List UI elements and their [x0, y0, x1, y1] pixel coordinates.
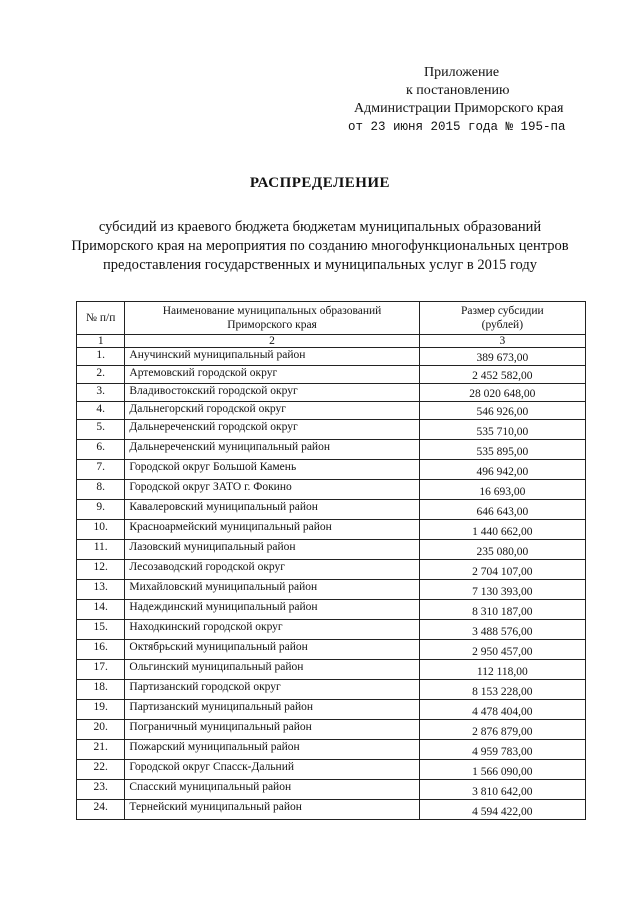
table-row — [77, 460, 586, 480]
row-amount: 535 710,00 — [419, 420, 585, 440]
row-number: 10. — [77, 520, 125, 540]
row-number: 4. — [77, 402, 125, 420]
row-number: 18. — [77, 680, 125, 700]
appendix-label: Приложение — [424, 65, 500, 80]
appendix-block — [340, 64, 590, 136]
row-amount: 2 950 457,00 — [419, 640, 585, 660]
row-amount: 389 673,00 — [419, 348, 585, 366]
table-row — [77, 780, 586, 800]
row-municipality: Дальнереченский городской округ — [125, 420, 419, 440]
row-municipality: Надеждинский муниципальный район — [125, 600, 419, 620]
row-municipality: Пограничный муниципальный район — [125, 720, 419, 740]
table-body — [77, 348, 586, 820]
row-amount: 8 153 228,00 — [419, 680, 585, 700]
row-municipality: Партизанский муниципальный район — [125, 700, 419, 720]
row-number: 9. — [77, 500, 125, 520]
row-number: 2. — [77, 366, 125, 384]
row-amount: 3 488 576,00 — [419, 620, 585, 640]
row-amount: 4 478 404,00 — [419, 700, 585, 720]
table-row — [77, 420, 586, 440]
table-row — [77, 600, 586, 620]
table-row — [77, 520, 586, 540]
row-number: 19. — [77, 700, 125, 720]
row-amount: 535 895,00 — [419, 440, 585, 460]
header-number — [77, 302, 125, 335]
table-row — [77, 760, 586, 780]
table-row — [77, 700, 586, 720]
table-row — [77, 800, 586, 820]
table-row — [77, 348, 586, 366]
header-name — [125, 302, 419, 335]
header-amount-line1: Размер субсидии — [460, 305, 544, 317]
row-number: 16. — [77, 640, 125, 660]
row-municipality: Пожарский муниципальный район — [125, 740, 419, 760]
row-number: 23. — [77, 780, 125, 800]
row-municipality: Октябрьский муниципальный район — [125, 640, 419, 660]
row-municipality: Ольгинский муниципальный район — [125, 660, 419, 680]
row-amount: 546 926,00 — [419, 402, 585, 420]
row-municipality: Дальнегорский городской округ — [125, 402, 419, 420]
row-number: 22. — [77, 760, 125, 780]
row-number: 21. — [77, 740, 125, 760]
appendix-date-number: от 23 июня 2015 года № 195-па — [348, 120, 566, 134]
table-row — [77, 540, 586, 560]
row-municipality: Партизанский городской округ — [125, 680, 419, 700]
table-row — [77, 580, 586, 600]
row-municipality: Артемовский городской округ — [125, 366, 419, 384]
table-row — [77, 560, 586, 580]
column-number-3: 3 — [419, 335, 585, 348]
row-number: 13. — [77, 580, 125, 600]
table-row — [77, 640, 586, 660]
row-amount: 4 594 422,00 — [419, 800, 585, 820]
table-row — [77, 402, 586, 420]
row-municipality: Тернейский муниципальный район — [125, 800, 419, 820]
row-amount: 2 876 879,00 — [419, 720, 585, 740]
row-municipality: Анучинский муниципальный район — [125, 348, 419, 366]
table-row — [77, 480, 586, 500]
row-number: 11. — [77, 540, 125, 560]
row-amount: 646 643,00 — [419, 500, 585, 520]
row-amount: 7 130 393,00 — [419, 580, 585, 600]
row-amount: 8 310 187,00 — [419, 600, 585, 620]
row-municipality: Городской округ Спасск-Дальний — [125, 760, 419, 780]
table-row — [77, 680, 586, 700]
row-municipality: Красноармейский муниципальный район — [125, 520, 419, 540]
header-name-line1: Наименование муниципальных образований — [162, 305, 382, 317]
row-number: 15. — [77, 620, 125, 640]
appendix-resolution-ref: к постановлению — [406, 83, 510, 98]
row-number: 1. — [77, 348, 125, 366]
row-amount: 1 566 090,00 — [419, 760, 585, 780]
row-number: 17. — [77, 660, 125, 680]
row-amount: 28 020 648,00 — [419, 384, 585, 402]
column-number-2: 2 — [125, 335, 419, 348]
row-amount: 2 452 582,00 — [419, 366, 585, 384]
row-municipality: Находкинский городской округ — [125, 620, 419, 640]
row-municipality: Лесозаводский городской округ — [125, 560, 419, 580]
row-municipality: Спасский муниципальный район — [125, 780, 419, 800]
table-row — [77, 620, 586, 640]
row-amount: 112 118,00 — [419, 660, 585, 680]
document-title: РАСПРЕДЕЛЕНИЕ — [249, 175, 391, 191]
row-amount: 16 693,00 — [419, 480, 585, 500]
row-municipality: Владивостокский городской округ — [125, 384, 419, 402]
table-row — [77, 720, 586, 740]
row-municipality: Городской округ Большой Камень — [125, 460, 419, 480]
row-municipality: Лазовский муниципальный район — [125, 540, 419, 560]
row-amount: 3 810 642,00 — [419, 780, 585, 800]
row-number: 8. — [77, 480, 125, 500]
column-number-1: 1 — [77, 335, 125, 348]
header-amount-line2: (рублей) — [481, 319, 524, 331]
document-subtitle: субсидий из краевого бюджета бюджетам муниципальных образований Приморского края на мероприятия по созданию многофункциональных центров предоставления государственных и муниципальных услуг в 2015 году — [71, 219, 569, 273]
appendix-authority: Администрации Приморского края — [354, 101, 564, 116]
table-row — [77, 660, 586, 680]
subsidy-table — [76, 301, 586, 820]
table-row — [77, 440, 586, 460]
row-number: 20. — [77, 720, 125, 740]
row-number: 12. — [77, 560, 125, 580]
table-row — [77, 366, 586, 384]
row-municipality: Кавалеровский муниципальный район — [125, 500, 419, 520]
row-amount: 496 942,00 — [419, 460, 585, 480]
header-name-line2: Приморского края — [227, 319, 317, 331]
column-number-row — [77, 335, 586, 348]
header-number-label: № п/п — [86, 312, 116, 324]
row-number: 14. — [77, 600, 125, 620]
table-row — [77, 500, 586, 520]
row-number: 7. — [77, 460, 125, 480]
row-number: 3. — [77, 384, 125, 402]
row-municipality: Дальнереченский муниципальный район — [125, 440, 419, 460]
row-municipality: Городской округ ЗАТО г. Фокино — [125, 480, 419, 500]
row-municipality: Михайловский муниципальный район — [125, 580, 419, 600]
row-amount: 2 704 107,00 — [419, 560, 585, 580]
row-number: 5. — [77, 420, 125, 440]
table-row — [77, 740, 586, 760]
row-amount: 4 959 783,00 — [419, 740, 585, 760]
header-amount — [419, 302, 585, 335]
row-number: 6. — [77, 440, 125, 460]
table-row — [77, 384, 586, 402]
row-amount: 235 080,00 — [419, 540, 585, 560]
row-number: 24. — [77, 800, 125, 820]
row-amount: 1 440 662,00 — [419, 520, 585, 540]
table-header-row — [77, 302, 586, 335]
